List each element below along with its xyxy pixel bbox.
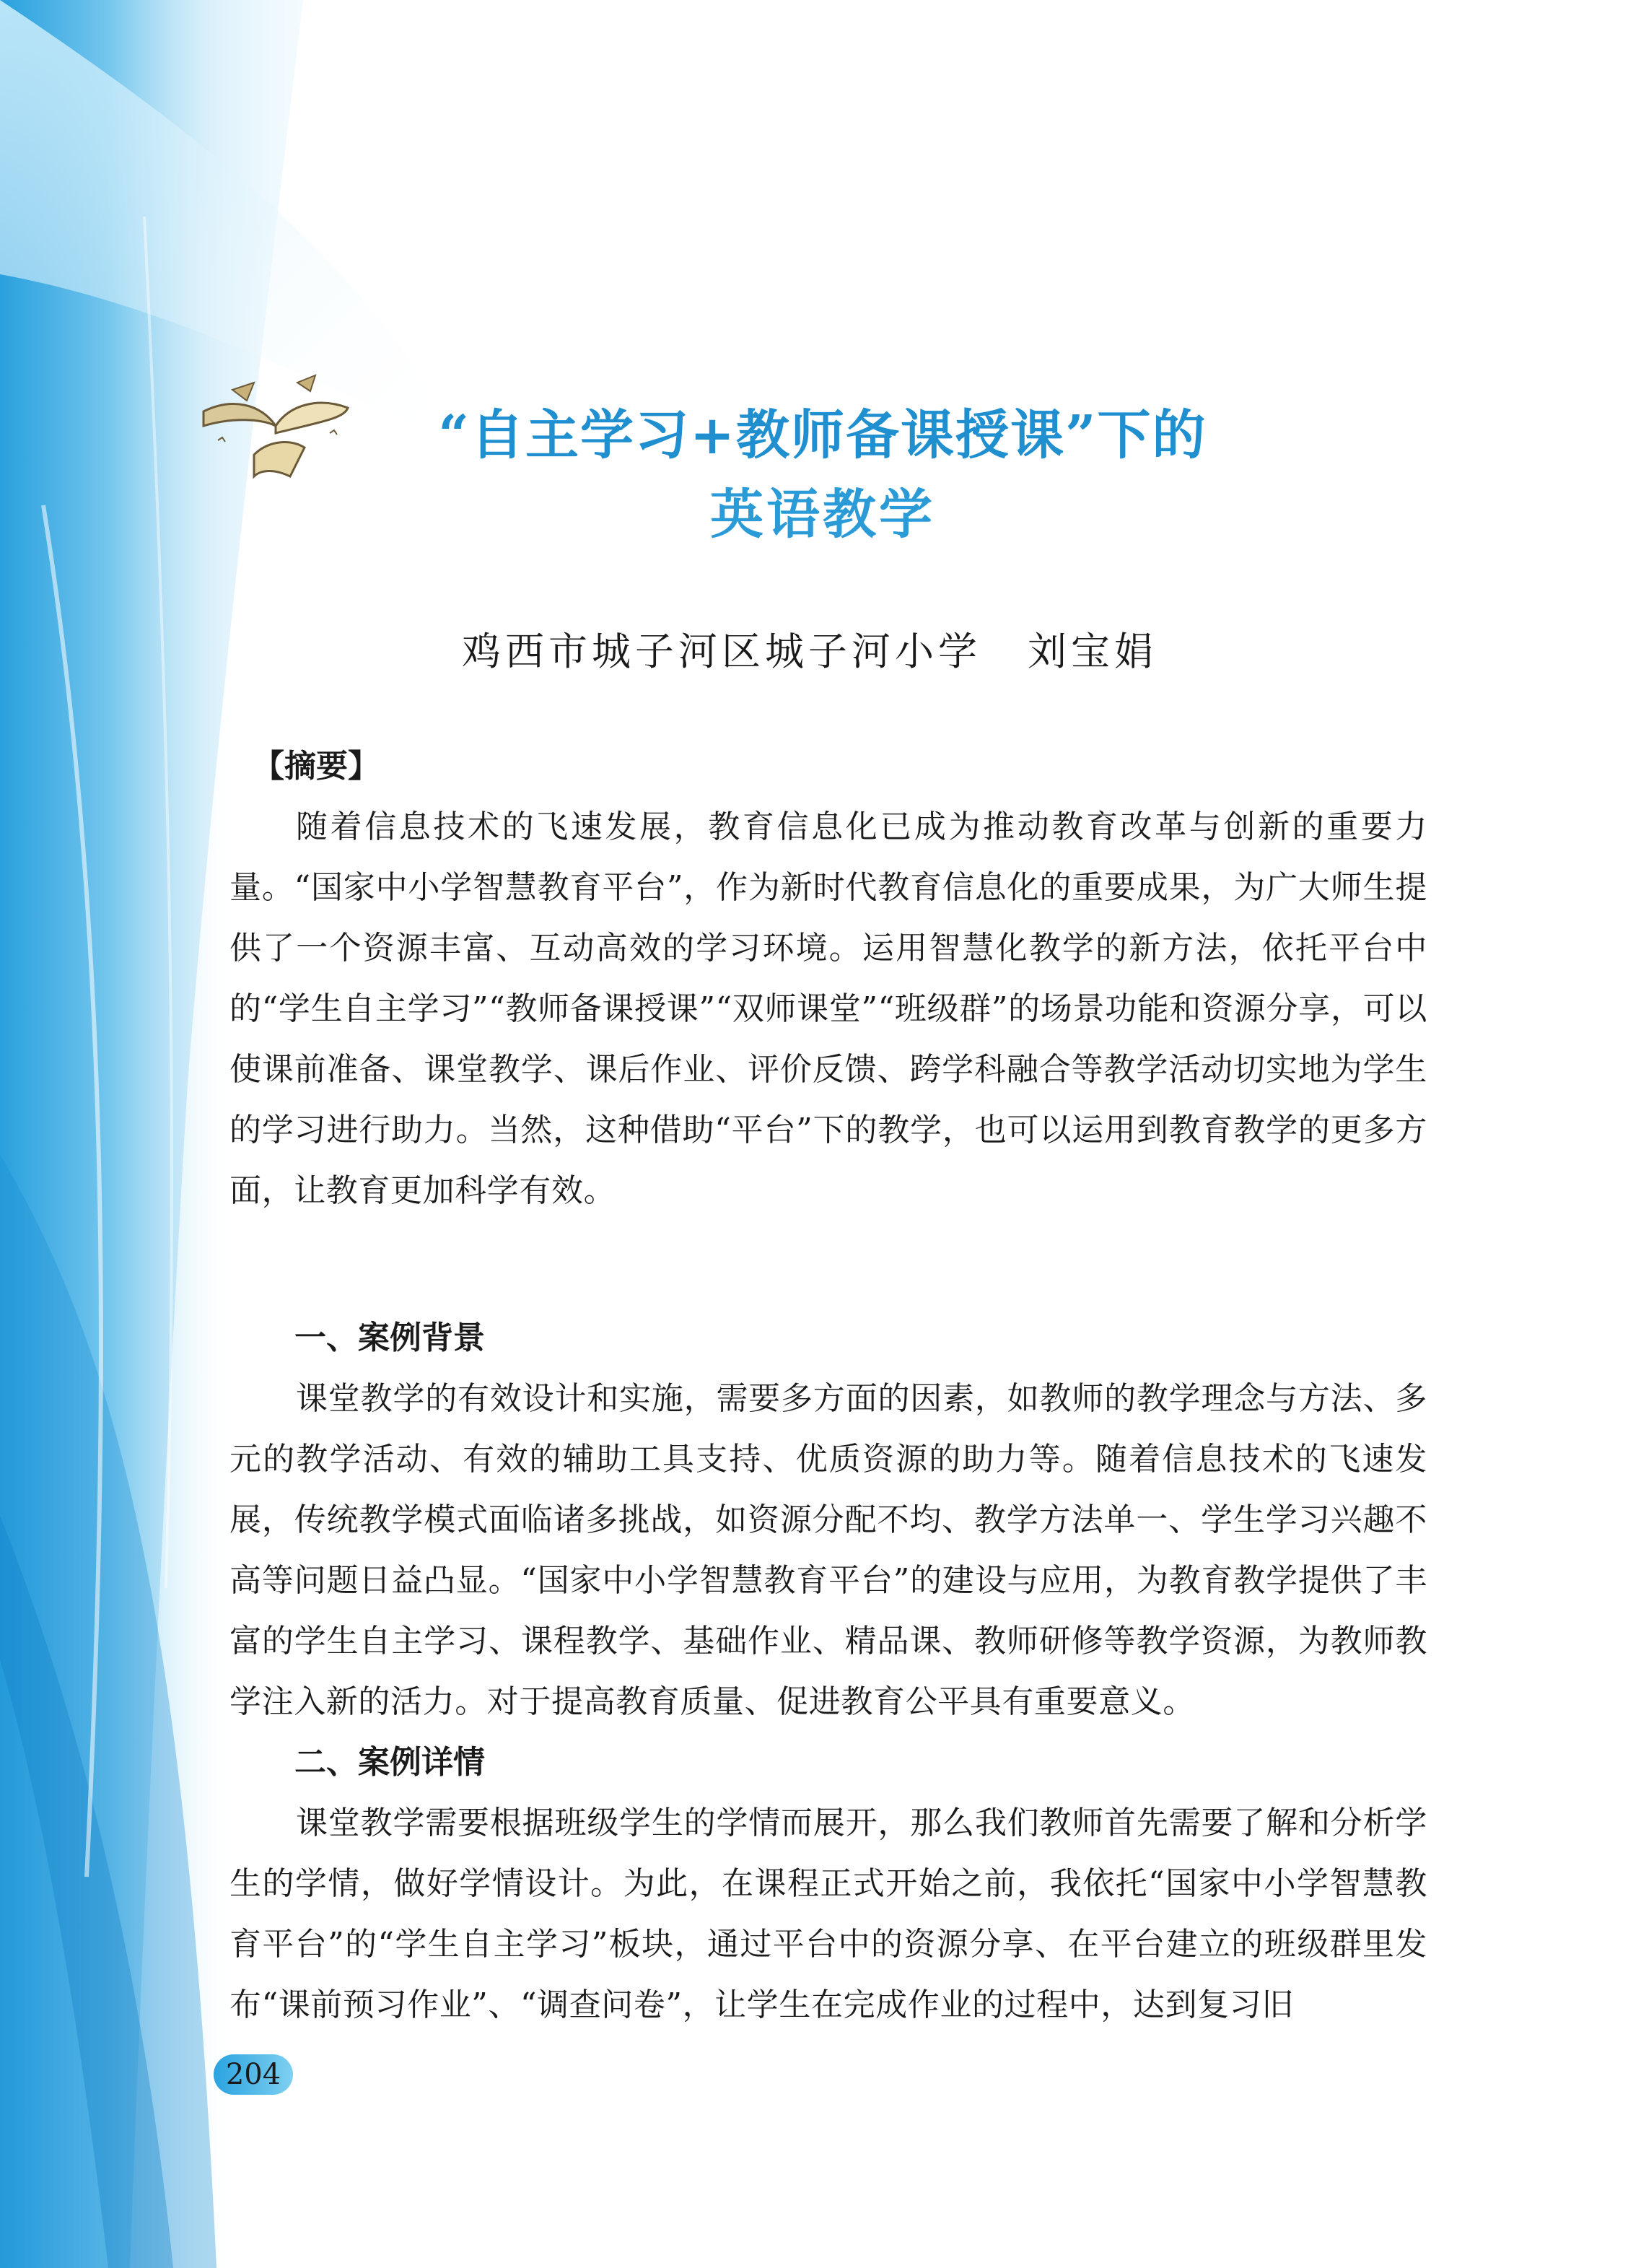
section-paragraph-details: 课堂教学需要根据班级学生的学情而展开，那么我们教师首先需要了解和分析学生的学情，做好学情设计。为此，在课程正式开始之前，我依托“国家中小学智慧教育平台”的“学生自主学习”板块，通过平台中的资源分享、在平台建立的班级群里发布“课前预习作业”、“调查问卷”，让学生在完成作业的过程中，达到复习旧 [229,1805,1427,2023]
title-line-2: 英语教学 [710,484,935,546]
section-paragraph-background: 课堂教学的有效设计和实施，需要多方面的因素，如教师的教学理念与方法、多元的教学活动、有效的辅助工具支持、优质资源的助力等。随着信息技术的飞速发展，传统教学模式面临诸多挑战，如资源分配不均、教学方法单一、学生学习兴趣不高等问题日益凸显。“国家中小学智慧教育平台”的建设与应用，为教育教学提供了丰富的学生自主学习、课程教学、基础作业、精品课、教师研修等教学资源，为教师教学注入新的活力。对于提高教育质量、促进教育公平具有重要意义。 [229,1380,1427,1720]
article-body [229,736,1427,2036]
author-affiliation: 鸡西市城子河区城子河小学 [462,629,981,674]
abstract-heading: 【摘要】 [253,748,380,785]
section-heading-background: 一、案例背景 [294,1320,485,1356]
abstract-paragraph: 随着信息技术的飞速发展，教育信息化已成为推动教育改革与创新的重要力量。“国家中小学智慧教育平台”，作为新时代教育信息化的重要成果，为广大师生提供了一个资源丰富、互动高效的学习环境。运用智慧化教学的新方法，依托平台中的“学生自主学习”“教师备课授课”“双师课堂”“班级群”的场景功能和资源分享，可以使课前准备、课堂教学、课后作业、评价反馈、跨学科融合等教学活动切实地为学生的学习进行助力。当然，这种借助“平台”下的教学，也可以运用到教育教学的更多方面，让教育更加科学有效。 [229,808,1427,1209]
section-heading-details: 二、案例详情 [294,1744,485,1781]
title-line-1: “自主学习+教师备课授课”下的 [438,404,1207,466]
article-title [375,396,1270,554]
page-number: 204 [214,2054,293,2095]
author-name: 刘宝娟 [1028,629,1157,674]
open-book-icon [189,368,355,491]
section-spacer [229,1221,1427,1308]
byline [462,621,1212,676]
